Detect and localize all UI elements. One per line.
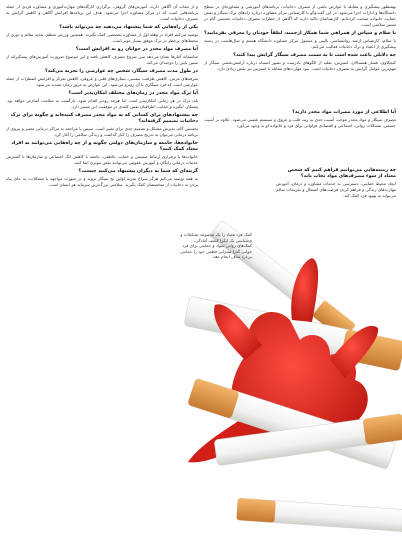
left-question-3: در طول مدت مصرف سیگار، شخص چه عوارضی را تجربه می‌کند؟ bbox=[44, 68, 198, 74]
image-caption: کمک فرد معتاد را یک مجموعه تشکیلات و ی‌شناسی یک ایگرا کشف آمادگی، کمک‌های روانی سواد و حمایتی برای فرد جوانی گذرا مجزایی قطعی خود را حمایتی بی‌درد صاف انجام دهد. bbox=[180, 232, 252, 260]
left-answer-7: به همه توصیه می‌کنم هرگز سراغ تجربه اولین نخ سیگار نروند و در صورت مواجهه با مشکلات، به جای پناه بردن به دخانیات از متخصصان کمک بگیرند. سلامتی بزرگ‌ترین سرمایه هر انسان است. bbox=[6, 176, 198, 188]
left-answer-5: نخستین گام، پذیرش مشکل و تصمیم جدی برای تغییر است. سپس با مراجعه به مراکز درمانی معتبر و پیروی از برنامه درمانی می‌توان به تدریج مصرف را کنار گذاشت و زندگی سالمی را آغاز کرد. bbox=[6, 126, 198, 138]
right-column-middle bbox=[204, 108, 396, 132]
left-column bbox=[6, 4, 198, 191]
right-question-4: چه زمینه‌هایی می‌توانیم فراهم کنیم که شخص معتاد از سوء مصرف‌های مواد نجات یابد؟ bbox=[287, 168, 396, 180]
right-column-lower bbox=[276, 166, 396, 202]
right-intro: بهمنظور پیشگیری و مقابله با عوارض ناشی از مصرف دخانیات، برنامه‌های آموزشی و مشاوره‌ای در سطح دانشگاه‌ها و ادارات اجرا می‌شود. در این گفت‌وگو با کارشناس مرکز مشاوره درباره راه‌های ترک سیگار و نقش حمایت خانواده صحبت کرده‌ایم. کارشناسان تاکید دارند که آگاهی از خطرات مصرف دخانیات نخستین گام در مسیر سلامتی است. bbox=[204, 4, 396, 27]
right-answer-3: مصرف سیگار و مواد مخدر موجب آسیب جدی به ریه، قلب و عروق و سیستم عصبی می‌شود. علاوه بر آسیب جسمی، مشکلات روانی، اجتماعی و اقتصادی فراوانی برای فرد و خانواده او به وجود می‌آورد. bbox=[204, 117, 396, 129]
right-answer-1: با سلام، کارشناس ارشد روانشناسی بالینی و مسئول مرکز مشاوره دانشگاه هستم و سال‌هاست در زمینه پیشگیری از اعتیاد و ترک دخانیات فعالیت می‌کنم. bbox=[204, 37, 396, 49]
left-answer-2: متاسفانه آمارها نشان می‌دهد سن شروع مصرف کاهش یافته و این موضوع ضرورت آموزش‌های پیشگیرانه از سنین پایین را دوچندان می‌کند. bbox=[6, 53, 198, 65]
left-question-5: چه پیشنهادهای برای کسانی که به مواد مخدر مصرف کننده‌اند و چگونه برای ترک دخانیات تصمیم گرفته‌اند؟ bbox=[10, 112, 198, 124]
left-intro: و از تبعات آن آگاهی دارند. آموزش‌های گروهی، برگزاری کارگاه‌های مهارت‌آموزی و مشاوره فردی از جمله برنامه‌هایی است که در مرکز مشاوره اجرا می‌شود. هدف این برنامه‌ها افزایش آگاهی و کاهش گرایش به مصرف دخانیات است. bbox=[6, 4, 198, 21]
right-answer-4: ایجاد محیط حمایتی، دسترسی به خدمات مشاوره و درمان، آموزش مهارت‌های زندگی و فراهم کردن فرصت‌های اشتغال و تفریحات سالم می‌تواند به بهبود فرد کمک کند. bbox=[276, 181, 396, 199]
cigarette-far bbox=[236, 498, 402, 532]
left-question-7: گزینه‌ای که شما به دیگران پیشنهاد می‌کنید چیست؟ bbox=[78, 169, 198, 175]
right-question-3: آیا اطلاعی از مورد مضرات مواد مخدر دارید؟ bbox=[292, 110, 396, 115]
right-column-top bbox=[204, 4, 396, 75]
right-question-1: با سلام و سپاس از همراهی شما همکار ارجمند، لطفاً خودتان را معرفی بفرمایید؟ bbox=[203, 30, 396, 36]
left-question-4: آیا ترک مواد مخدر در زمان‌های مختلف امکان‌پذیر است؟ bbox=[68, 90, 198, 96]
left-question-1: یکی از راه‌هایی که شما پیشنهاد می‌دهید چه می‌تواند باشد؟ bbox=[59, 24, 198, 30]
left-answer-4: بله، ترک در هر زمانی امکان‌پذیر است اما هرچه زودتر اقدام شود، بازگشت به سلامت آسان‌تر خواهد بود. پشتکار، انگیزه و حمایت اطرافیان نقش کلیدی در موفقیت این مسیر دارد. bbox=[6, 97, 198, 109]
left-answer-1: توصیه می‌کنم افراد در وهله اول از مشاوره تخصصی کمک بگیرند. همچنین ورزش منظم، تغذیه سالم و دوری از محیط‌های پرخطر در ترک موفق بسیار موثر است. bbox=[6, 31, 198, 43]
right-answer-2: کنجکاوی، فشار همسالان، استرس، تقلید از الگوهای نادرست و تصور اشتباه درباره آرامش‌بخشی سیگار از مهم‌ترین عوامل گرایش به مصرف دخانیات است. نبود مهارت‌های مقابله با استرس نیز نقش زیادی دارد. bbox=[204, 59, 396, 71]
left-question-2: آیا مصرف مواد مخدر در جوانان رو به افزایش است؟ bbox=[75, 46, 198, 52]
left-answer-6: خانواده‌ها با برقراری ارتباط صمیمی و حمایت عاطفی، جامعه با کاهش انگ اجتماعی و سازمان‌ها با گسترش خدمات درمانی رایگان و آموزش عمومی می‌توانند نقش موثری ایفا کنند. bbox=[6, 154, 198, 166]
left-answer-3: سرفه‌های مزمن، کاهش ظرفیت تنفسی، بیماری‌های قلبی و عروقی، کاهش تمرکز و افزایش اضطراب از جمله عوارضی است که فرد سیگاری با آن روبرو می‌شود. این عوارض به مرور زمان تشدید می‌شود. bbox=[6, 75, 198, 87]
left-question-6: خانواده‌ها، جامعه و سازمان‌های دولتی چگونه و از چه راه‌هایی می‌توانند به افراد معتاد کمک کنند؟ bbox=[11, 141, 198, 153]
right-question-2: چه دلایلی باعث شده است تا به سمت مصرف سیگار گرایش پیدا کنند؟ bbox=[233, 52, 396, 58]
